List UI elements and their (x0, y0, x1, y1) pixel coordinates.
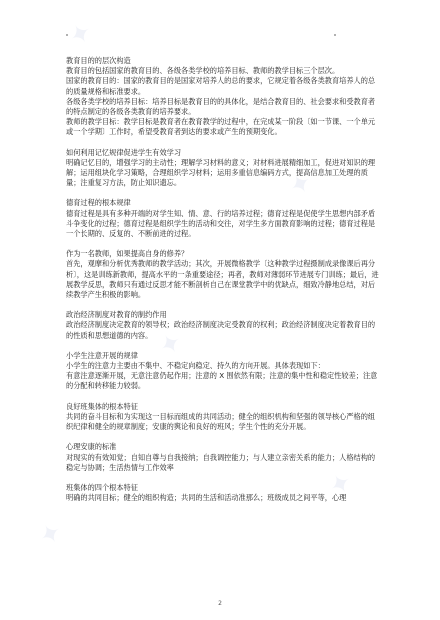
section-paragraph: 德育过程是具有多种开端的对学生知、情、意、行的培养过程；德育过程是促使学生思想内部矛盾斗争变化的过程；德育过程是组织学生的活动和交往，对学生多方面教育影响的过程；德育过程是一个长期的、反复的、不断前进的过程。 (66, 208, 376, 239)
section-paragraph: 教育目的包括国家的教育目的、各级各类学校的培养目标、教师的教学目标三个层次。 (66, 66, 340, 76)
section-heading: 教育目的的层次构造 (66, 56, 131, 65)
watermark-decoration: ✦ (283, 166, 318, 204)
corner-dot (66, 34, 68, 36)
section-mental-health (66, 442, 382, 473)
section-class-four-features (66, 483, 382, 503)
section-paragraph: 国家的教育目的：国家的教育目的是国家对培养人的总的要求，它规定着各级各类教育培养人的总的质量规格和标准要求。 (66, 76, 376, 96)
document-body (66, 56, 382, 513)
section-heading: 政治经济制度对教育的制约作用 (66, 310, 167, 320)
page-number: 2 (218, 600, 222, 607)
section-paragraph: 政治经济制度决定教育的领导权；政治经济制度决定受教育的权利；政治经济制度决定着教育目的的性质和思想道德的内容。 (66, 320, 376, 340)
section-paragraph: 小学生的注意力主要由不集中、不稳定向稳定、持久的方向开展。具体表现如下： (66, 361, 325, 371)
section-heading: 如何利用记忆规律促进学生有效学习 (66, 147, 182, 157)
section-moral-education-rules (66, 198, 382, 239)
watermark-decoration: ✦ (153, 326, 188, 364)
section-paragraph: 明确的共同目标；健全的组织构造；共同的生活和活动准那么；班级成员之间平等，心理 (66, 493, 347, 503)
watermark-decoration: ✦ (33, 516, 68, 554)
section-paragraph: 对现实的有效知觉；自知自尊与自我接纳；自我调控能力；与人建立亲密关系的能力；人格结构的稳定与协调；生活热情与工作效率 (66, 452, 376, 472)
section-teacher-self-improvement (66, 249, 382, 300)
section-memory-rules (66, 148, 382, 189)
section-heading: 班集体的四个根本特征 (66, 482, 138, 492)
section-paragraph: 教师的教学目标：教学目标是教育者在教育教学的过程中，在完成某一阶段〔如一节课、一个单元或一个学期〕工作时，希望受教育者到达的要求或产生的预期变化。 (66, 117, 376, 137)
section-heading: 德育过程的根本规律 (66, 198, 131, 208)
corner-dot (334, 34, 336, 36)
section-political-economic-system (66, 310, 382, 341)
section-paragraph: 明确记忆目的，增强学习的主动性；理解学习材料的意义；对材料进展精细加工，促进对知识的理解；运用组块化学习策略，合理组织学习材料；运用多重信息编码方式，提高信息加工处理的质量；注重复习方法，防止知识遗忘。 (66, 157, 376, 188)
section-paragraph: 有意注意逐渐开展，无意注意仍起作用；注意的 X 围依然有限；注意的集中性和稳定性较差；注意的分配和转移能力较弱。 (66, 371, 378, 391)
section-heading: 小学生注意开展的规律 (66, 350, 138, 360)
watermark-decoration: ✦ (63, 16, 98, 54)
section-paragraph: 各级各类学校的培养目标：培养目标是教育目的的具体化，是结合教育目的、社会要求和受教育者的特点制定的各级各类教育的培养要求。 (66, 96, 376, 117)
section-pupil-attention (66, 351, 382, 392)
watermark-decoration: ✦ (323, 466, 358, 504)
section-paragraph: 首先，观摩和分析优秀教师的教学活动；其次，开展微格教学〔这种教学过程摄制成录像课后再分析〕，这是训练新教师，提高水平的一条重要途径；再者，教师对薄弱环节进展专门训练；最后，进展教学反思，教师只有通过反思才能不断剖析自己在课堂教学中的优缺点，细致冷静地总结，对后续教学产生积极的影响。 (66, 259, 379, 300)
section-heading: 心理安康的标准 (66, 442, 117, 452)
section-heading: 良好班集体的根本特征 (66, 401, 138, 411)
section-education-purpose-levels (66, 56, 382, 138)
section-paragraph: 共同的奋斗目标和为实现这一目标而组成的共同活动；健全的组织机构和坚强的领导核心严格的组织纪律和健全的规章制度；安康的舆论和良好的班风；学生个性的充分开展。 (66, 411, 376, 432)
section-heading: 作为一名教师，如果提高自身的修养？ (66, 249, 189, 259)
section-good-class-collective (66, 402, 382, 433)
